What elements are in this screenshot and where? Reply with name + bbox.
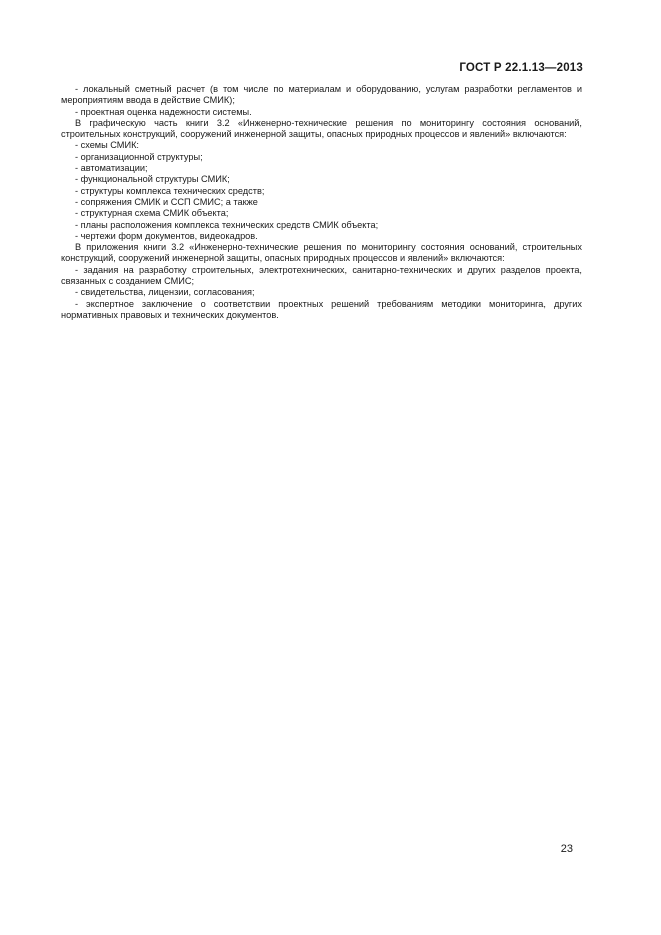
list-item-structural-scheme: - структурная схема СМИК объекта;: [75, 208, 229, 219]
paragraph-appendices: В приложения книги 3.2 «Инженерно-технические решения по мониторингу состояния оснований, строительных конструкций, сооружений инженерной защиты, опасных природных процессов и явлений» включаются:: [61, 242, 582, 264]
list-item-interface: - сопряжения СМИК и ССП СМИС; а также: [75, 196, 258, 207]
list-item-design-tasks: - задания на разработку строительных, электротехнических, санитарно-технических и других разделов проекта, связанных с созданием СМИС;: [61, 264, 582, 287]
page-number: 23: [560, 843, 573, 855]
list-item-expert-opinion: - экспертное заключение о соответствии проектных решений требованиям методики мониторинга, других нормативных правовых и технических документов.: [61, 298, 582, 320]
paragraph-reliability: - проектная оценка надежности системы.: [75, 106, 252, 117]
list-item-tech-complex: - структуры комплекса технических средств;: [75, 185, 265, 196]
list-item-org-structure: - организационной структуры;: [75, 151, 203, 162]
document-code: ГОСТ Р 22.1.13—2013: [459, 62, 583, 74]
list-item-certificates: - свидетельства, лицензии, согласования;: [75, 287, 255, 298]
document-body: [61, 84, 582, 321]
list-item-layout-plans: - планы расположения комплекса технических средств СМИК объекта;: [75, 219, 379, 230]
list-item-smik-schemes: - схемы СМИК:: [75, 140, 139, 151]
paragraph-graphic-part: В графическую часть книги 3.2 «Инженерно-технические решения по мониторингу состояния оснований, строительных конструкций, сооружений инженерной защиты, опасных природных процессов и явлений» включаются:: [61, 117, 582, 140]
list-item-automation: - автоматизации;: [75, 163, 148, 174]
list-item-functional-structure: - функциональной структуры СМИК;: [75, 174, 230, 185]
list-item-form-drawings: - чертежи форм документов, видеокадров.: [75, 230, 258, 241]
paragraph-local-estimate: - локальный сметный расчет (в том числе по материалам и оборудованию, услугам разработки регламентов и мероприятиям ввода в действие СМИК);: [61, 84, 582, 106]
